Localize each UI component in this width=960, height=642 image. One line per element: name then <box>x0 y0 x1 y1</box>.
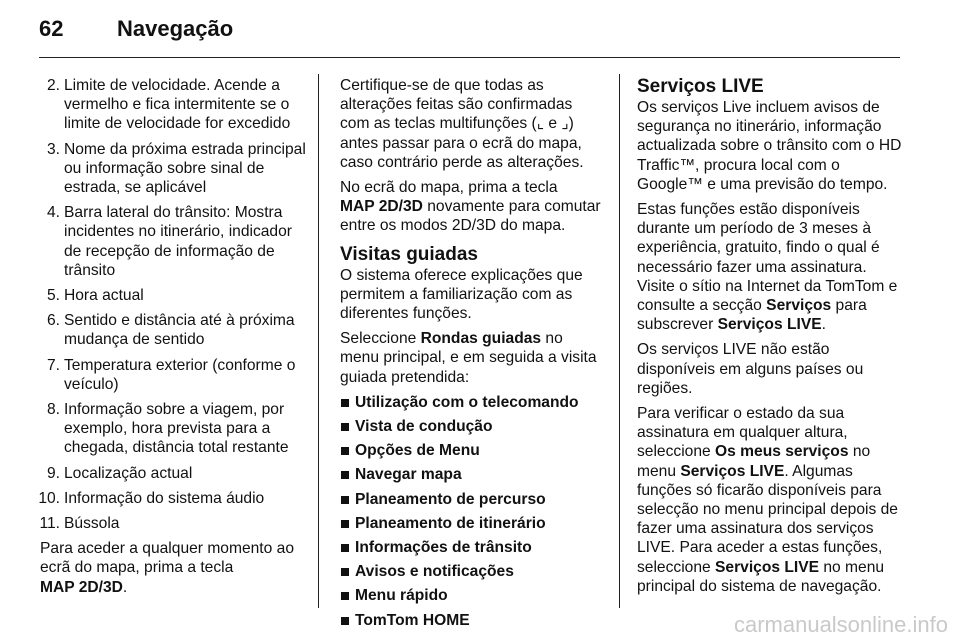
list-item-text: Informação do sistema áudio <box>64 489 265 507</box>
list-item-number: 3. <box>46 140 60 158</box>
list-item-text: Sentido e distância até à próxima mudança de sentido <box>64 312 295 349</box>
column-1 <box>40 76 308 603</box>
column-3 <box>637 76 905 602</box>
guided-select-paragraph: Seleccione Rondas guiadas no menu principal, e em seguida a visita guiada pretendida: <box>340 330 597 386</box>
section-heading-live-services: Serviços LIVE <box>637 76 764 97</box>
list-item-text: Informação sobre a viagem, por exemplo, hora prevista para a chegada, distância total restante <box>64 401 289 457</box>
live-intro-paragraph: Os serviços Live incluem avisos de segurança no itinerário, informação actualizada sobre o trânsito com o HD Traffic™, procura local com o Google™ e uma previsão do tempo. <box>637 99 902 193</box>
guided-tour-item: Avisos e notificações <box>340 562 606 581</box>
list-item-number: 7. <box>46 356 60 374</box>
display-legend-list <box>40 76 308 533</box>
guided-tour-item: Planeamento de itinerário <box>340 514 606 533</box>
list-item <box>40 140 308 198</box>
guided-tour-item: Planeamento de percurso <box>340 490 606 509</box>
list-item-text: Localização actual <box>64 464 193 482</box>
guided-tour-item: Menu rápido <box>340 586 606 605</box>
list-item-text: Limite de velocidade. Acende a vermelho e fica intermitente se o limite de velocidade for excedido <box>64 77 291 133</box>
map-toggle-paragraph: No ecrã do mapa, prima a tecla MAP 2D/3D novamente para comutar entre os modos 2D/3D do mapa. <box>340 179 601 235</box>
list-item <box>40 489 308 508</box>
confirm-paragraph: Certifique-se de que todas as alterações feitas são confirmadas com as teclas multifunções (⌞ e ⌟) antes passar para o ecrã do mapa, caso contrário perde as alterações. <box>340 77 584 171</box>
status-paragraph: Para verificar o estado da sua assinatura em qualquer altura, seleccione Os meus serviços no menu Serviços LIVE. Algumas funções só ficarão disponíveis para selecção no menu principal depois de fazer uma assinatura dos serviços LIVE. Para aceder a estas funções, seleccione Serviços LIVE no menu principal do sistema de navegação. <box>637 405 898 595</box>
column-divider-2 <box>619 74 620 608</box>
list-item <box>40 400 308 458</box>
list-item-number: 2. <box>46 77 60 94</box>
guided-tours-list <box>340 393 606 630</box>
list-item-number: 10. <box>38 489 60 507</box>
list-item-number: 5. <box>46 287 60 305</box>
watermark: carmanualsonline.info <box>733 612 948 637</box>
list-item-number: 6. <box>46 312 60 330</box>
page-header <box>39 16 233 42</box>
guided-tour-item: Vista de condução <box>340 417 606 436</box>
guided-tour-item: Navegar mapa <box>340 465 606 484</box>
list-item-number: 9. <box>46 464 60 482</box>
list-item-number: 4. <box>46 204 60 222</box>
section-heading-guided-tours: Visitas guiadas <box>340 243 478 265</box>
guided-tour-item: Opções de Menu <box>340 441 606 460</box>
map-key: MAP 2D/3D <box>40 578 123 596</box>
guided-intro-paragraph: O sistema oferece explicações que permitem a familiarização com as diferentes funções. <box>340 266 583 323</box>
list-item-text: Temperatura exterior (conforme o veículo) <box>64 356 296 393</box>
column-2 <box>340 76 606 635</box>
list-item-text: Bússola <box>64 515 120 533</box>
list-item <box>40 464 308 483</box>
list-item <box>40 356 308 394</box>
list-item-text: Hora actual <box>64 287 144 305</box>
guided-tour-item: Utilização com o telecomando <box>340 393 606 412</box>
list-item <box>40 514 308 533</box>
guided-tour-item: Informações de trânsito <box>340 538 606 557</box>
list-item-number: 11. <box>39 515 60 533</box>
column-divider-1 <box>318 74 319 608</box>
list-item-text: Barra lateral do trânsito: Mostra incidentes no itinerário, indicador de recepção de informação de trânsito <box>64 204 292 279</box>
list-item <box>40 311 308 349</box>
list-item <box>40 76 308 134</box>
list-item <box>40 203 308 280</box>
page-title: Navegação <box>117 16 234 41</box>
list-item-text: Nome da próxima estrada principal ou informação sobre sinal de estrada, se aplicável <box>64 140 306 197</box>
list-item-number: 8. <box>46 401 60 419</box>
availability-paragraph: Os serviços LIVE não estão disponíveis em alguns países ou regiões. <box>637 341 864 397</box>
subscription-paragraph: Estas funções estão disponíveis durante um período de 3 meses à experiência, gratuito, findo o qual é necessário fazer uma assinatura. Visite o sítio na Internet da TomTom e consulte a secção Serviços para subscrever Serviços LIVE. <box>637 201 898 334</box>
page-number: 62 <box>39 16 64 41</box>
guided-tour-item: TomTom HOME <box>340 611 606 630</box>
closing-paragraph: Para aceder a qualquer momento ao ecrã do mapa, prima a tecla MAP 2D/3D. <box>40 540 294 596</box>
list-item <box>40 286 308 305</box>
header-rule <box>39 57 900 58</box>
